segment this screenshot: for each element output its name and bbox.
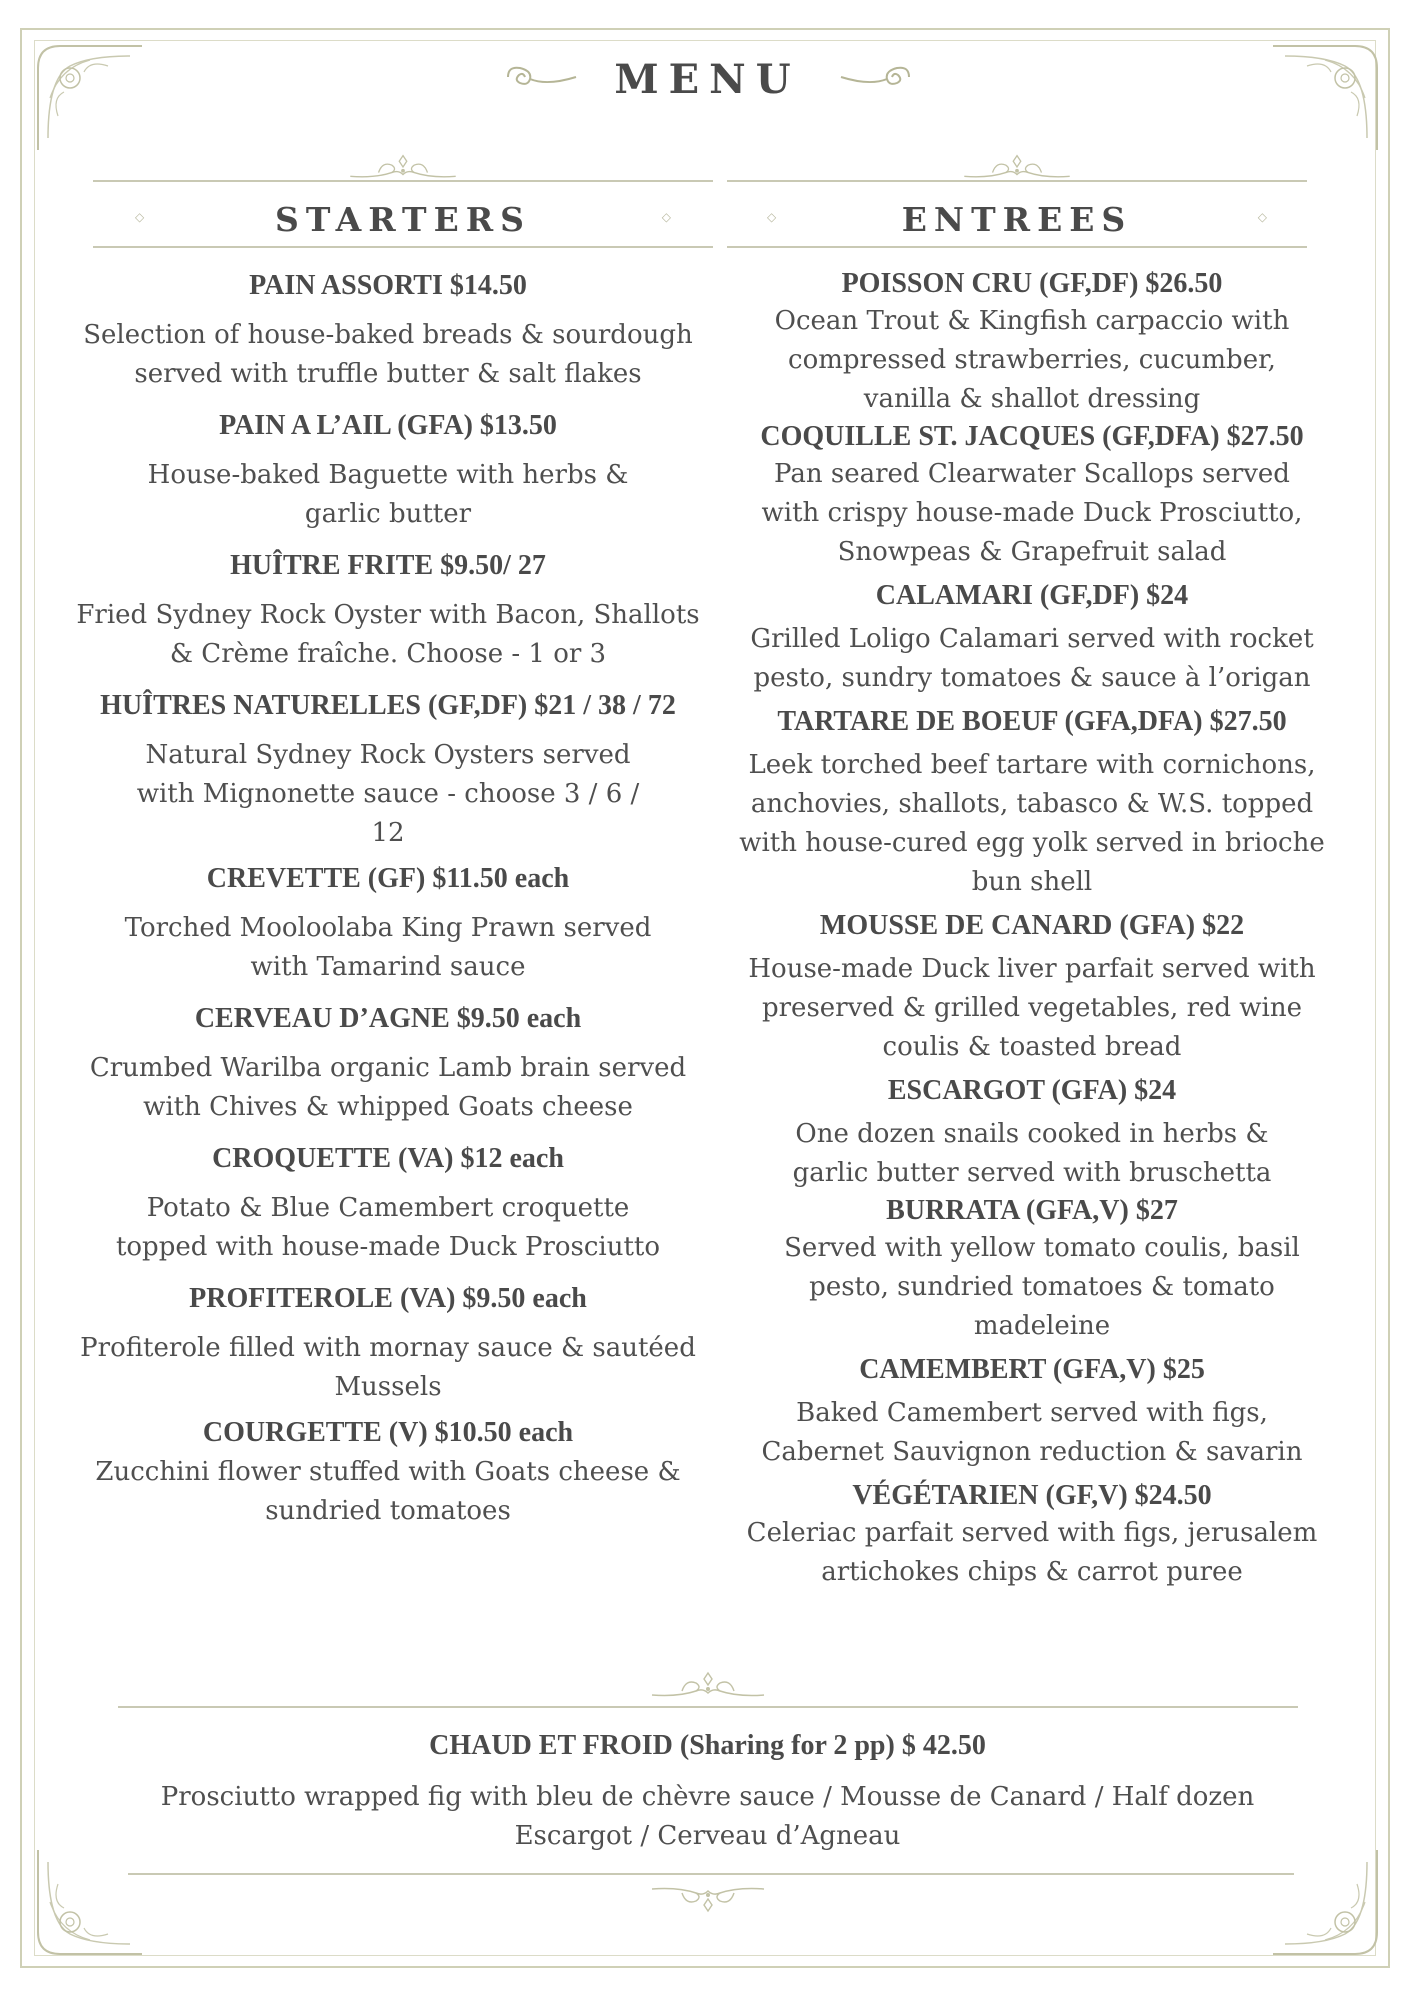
item-desc: Zucchini flower stuffed with Goats cheese & sundried tomatoes — [95, 1457, 681, 1526]
menu-item — [68, 408, 708, 534]
item-name: CAMEMBERT (GFA,V) $25 — [859, 1354, 1205, 1385]
item-desc: Crumbed Warilba organic Lamb brain served with Chives & whipped Goats cheese — [89, 1053, 687, 1122]
item-name: COQUILLE ST. JACQUES (GF,DFA) $27.50 — [760, 421, 1304, 452]
heading-ornament-icon — [343, 150, 463, 182]
starters-heading-block — [93, 150, 713, 250]
menu-item — [68, 688, 708, 853]
title-flourish-left-icon — [502, 62, 582, 92]
menu-item — [68, 1001, 708, 1127]
item-desc: Pan seared Clearwater Scallops served with crispy house-made Duck Prosciutto, Snowpeas & Grapefruit salad — [761, 459, 1303, 567]
menu-item — [68, 548, 708, 674]
item-desc: Fried Sydney Rock Oyster with Bacon, Shallots & Crème fraîche. Choose - 1 or 3 — [76, 600, 700, 669]
menu-item — [722, 419, 1342, 572]
item-desc: One dozen snails cooked in herbs & garlic butter served with bruschetta — [792, 1119, 1272, 1188]
item-desc: Served with yellow tomato coulis, basil pesto, sundried tomatoes & tomato madeleine — [784, 1233, 1300, 1341]
item-desc: Profiterole filled with mornay sauce & sautéed Mussels — [80, 1333, 696, 1402]
corner-ornament-bottom-left-icon — [30, 1842, 150, 1962]
item-name: BURRATA (GFA,V) $27 — [886, 1195, 1178, 1226]
item-name: ESCARGOT (GFA) $24 — [887, 1075, 1177, 1106]
diamond-icon: ◇ — [135, 210, 145, 224]
item-desc: Leek torched beef tartare with cornichons, anchovies, shallots, tabasco & W.S. topped with house-cured egg yolk served in brioche bun shell — [739, 750, 1325, 897]
corner-ornament-bottom-right-icon — [1265, 1842, 1385, 1962]
menu-item — [722, 1478, 1342, 1592]
special-name: CHAUD ET FROID (Sharing for 2 pp) $ 42.50 — [429, 1730, 986, 1761]
special-desc: Prosciutto wrapped fig with bleu de chèvre sauce / Mousse de Canard / Half dozen Escargot / Cerveau d’Agneau — [160, 1782, 1255, 1851]
item-desc: Natural Sydney Rock Oysters served with Mignonette sauce - choose 3 / 6 / 12 — [136, 740, 640, 848]
item-name: VÉGÉTARIEN (GF,V) $24.50 — [852, 1480, 1212, 1511]
menu-item — [68, 1141, 708, 1267]
item-desc: Ocean Trout & Kingfish carpaccio with compressed strawberries, cucumber, vanilla & shallot dressing — [774, 306, 1290, 414]
item-name: HUÎTRE FRITE $9.50/ 27 — [230, 550, 546, 581]
item-name: CALAMARI (GF,DF) $24 — [875, 580, 1189, 611]
item-desc: Torched Mooloolaba King Prawn served with Tamarind sauce — [124, 913, 652, 982]
item-name: CREVETTE (GF) $11.50 each — [206, 863, 570, 894]
item-desc: House-baked Baguette with herbs & garlic butter — [147, 460, 629, 529]
item-name: HUÎTRES NATURELLES (GF,DF) $21 / 38 / 72 — [100, 690, 676, 721]
item-name: PROFITEROLE (VA) $9.50 each — [189, 1283, 587, 1314]
heading-ornament-icon — [957, 150, 1077, 182]
menu-item — [722, 578, 1342, 698]
item-desc: Baked Camembert served with figs, Cabernet Sauvignon reduction & savarin — [761, 1398, 1303, 1467]
entrees-heading-block — [727, 150, 1307, 250]
bottom-divider — [128, 1873, 1294, 1875]
menu-item — [722, 1193, 1342, 1346]
footer-ornament-icon — [648, 1664, 768, 1704]
item-name: TARTARE DE BOEUF (GFA,DFA) $27.50 — [777, 706, 1287, 737]
item-name: MOUSSE DE CANARD (GFA) $22 — [819, 910, 1245, 941]
item-desc: Celeriac parfait served with figs, jerusalem artichokes chips & carrot puree — [746, 1518, 1318, 1587]
item-name: CERVEAU D’AGNE $9.50 each — [194, 1003, 582, 1034]
item-name: POISSON CRU (GF,DF) $26.50 — [841, 268, 1223, 299]
menu-item — [722, 1352, 1342, 1472]
entrees-list — [722, 266, 1342, 1592]
menu-item — [68, 268, 708, 394]
menu-item — [722, 1073, 1342, 1193]
bottom-ornament-icon — [648, 1880, 768, 1920]
starters-list — [68, 268, 708, 1531]
menu-item — [722, 266, 1342, 419]
item-desc: Grilled Loligo Calamari served with rocket pesto, sundry tomatoes & sauce à l’origan — [750, 624, 1314, 693]
entrees-heading: ENTREES — [901, 200, 1133, 239]
starters-heading: STARTERS — [275, 200, 531, 239]
menu-item — [68, 1281, 708, 1407]
item-name: PAIN A L’AIL (GFA) $13.50 — [219, 410, 557, 441]
diamond-icon: ◇ — [1257, 210, 1267, 224]
diamond-icon: ◇ — [661, 210, 671, 224]
section-divider — [118, 1706, 1298, 1708]
menu-item — [68, 1415, 708, 1531]
item-desc: House-made Duck liver parfait served with preserved & grilled vegetables, red wine coulis & toasted bread — [748, 954, 1316, 1062]
menu-title: MENU — [614, 56, 801, 103]
item-name: COURGETTE (V) $10.50 each — [202, 1417, 574, 1448]
diamond-icon: ◇ — [767, 210, 777, 224]
menu-item — [68, 861, 708, 987]
menu-item — [722, 908, 1342, 1067]
menu-item — [722, 704, 1342, 902]
item-name: PAIN ASSORTI $14.50 — [249, 270, 527, 301]
item-name: CROQUETTE (VA) $12 each — [212, 1143, 564, 1174]
item-desc: Selection of house-baked breads & sourdough served with truffle butter & salt flakes — [83, 320, 693, 389]
item-desc: Potato & Blue Camembert croquette topped with house-made Duck Prosciutto — [115, 1193, 661, 1262]
title-flourish-right-icon — [835, 62, 915, 92]
